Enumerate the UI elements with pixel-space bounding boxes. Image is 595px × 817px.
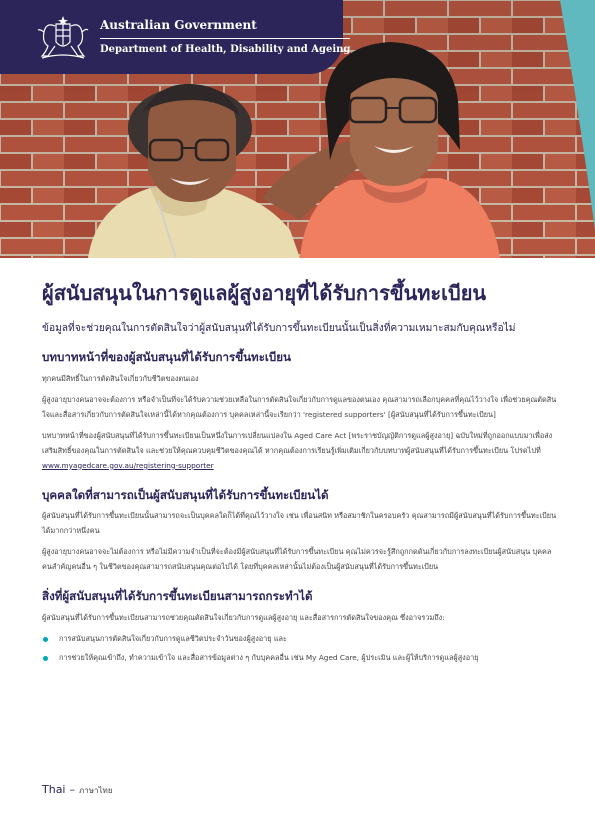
- hero-photo: [0, 0, 595, 258]
- paragraph: ผู้สนับสนุนที่ได้รับการขึ้นทะเบียนนั้นสามารถจะเป็นบุคคลใดก็ได้ที่คุณไว้วางใจ เช่น เพื่อนสนิท หรือสมาชิกในครอบครัว คุณสามารถมีผู้สนับสนุนที่ได้รับการขึ้นทะเบียนได้มากกว่าหนึ่งคน: [42, 511, 557, 536]
- list-item-text: การช่วยให้คุณเข้าถึง, ทำความเข้าใจ และสื่อสารข้อมูลต่าง ๆ กับบุคคลอื่น เช่น My Aged Care, ผู้ประเมิน และผู้ให้บริการดูแลผู้สูงอายุ: [59, 652, 479, 662]
- section-heading-who-can-be: บุคคลใดที่สามารถเป็นผู้สนับสนุนที่ได้รับการขึ้นทะเบียนได้: [42, 487, 329, 502]
- section-heading-role: บทบาทหน้าที่ของผู้สนับสนุนที่ได้รับการขึ้นทะเบียน: [42, 350, 291, 365]
- footer-language: Thai: [42, 783, 66, 796]
- footer-dash: –: [69, 783, 75, 796]
- myagedcare-link[interactable]: www.myagedcare.gov.au/registering-supporter: [42, 460, 214, 470]
- footer-native-language: ภาษาไทย: [79, 786, 113, 795]
- paragraph-text: บทบาทหน้าที่ของผู้สนับสนุนที่ได้รับการขึ้นทะเบียนเป็นหนึ่งในการเปลี่ยนแปลงใน Aged Care Act [พระราชบัญญัติการดูแลผู้สูงอายุ] ฉบับใหม่ที่ถูกออกแบบมาเพื่อส่งเสริมสิทธิ์ของคุณในการตัดสินใจ และช่วยให้คุณควบคุมชีวิตของคุณได้ หากคุณต้องการเรียนรู้เพิ่มเติมเกี่ยวกับบทบาทผู้สนับสนุนที่ได้รับการขึ้นทะเบียน โปรดไปที่: [42, 430, 553, 455]
- paragraph: ผู้สูงอายุบางคนอาจจะต้องการ หรือจำเป็นที่จะได้รับความช่วยเหลือในการตัดสินใจเกี่ยวกับการดูแลของตนเอง คุณสามารถเลือกบุคคลที่คุณไว้วางใจ เพื่อช่วยคุณตัดสินใจและสื่อสารเกี่ยวกับการตัดสินใจเหล่านี้ได้หากคุณต้องการ บุคคลเหล่านี้จะเรียกว่า 'registered supporters' [ผู้สนับสนุนที่ได้รับการขึ้นทะเบียน]: [42, 394, 557, 419]
- paragraph: [42, 429, 557, 474]
- bullet-list: [42, 632, 557, 666]
- section-heading-what-they-can-do: สิ่งที่ผู้สนับสนุนที่ได้รับการขึ้นทะเบียนสามารถกระทำได้: [42, 589, 313, 604]
- list-item: [42, 632, 557, 647]
- page-title: ผู้สนับสนุนในการดูแลผู้สูงอายุที่ได้รับการขึ้นทะเบียน: [42, 281, 487, 305]
- paragraph: ผู้สูงอายุบางคนอาจจะไม่ต้องการ หรือไม่มีความจำเป็นที่จะต้องมีผู้สนับสนุนที่ได้รับการขึ้นทะเบียน คุณไม่ควรจะรู้สึกถูกกดดันเกี่ยวกับการลงทะเบียนผู้สนับสนุน บุคคลคนสำคัญคนอื่น ๆ ในชีวิตของคุณสามารถสนับสนุนคุณต่อไปได้ โดยที่บุคคลเหล่านั้นไม่ต้องเป็นผู้สนับสนุนที่ได้รับการขึ้นทะเบียน: [42, 547, 552, 572]
- list-item: [42, 651, 557, 666]
- government-banner: [0, 0, 351, 74]
- document-body: [42, 270, 557, 666]
- language-footer: [42, 783, 113, 797]
- page-subtitle: ข้อมูลที่จะช่วยคุณในการตัดสินใจว่าผู้สนับสนุนที่ได้รับการขึ้นทะเบียนนั้นเป็นสิ่งที่ความเหมาะสมกับคุณหรือไม่: [42, 323, 516, 334]
- bullet-dot-icon: [43, 637, 48, 642]
- department-name: Department of Health, Disability and Ageing: [100, 43, 351, 55]
- government-name: Australian Government: [100, 19, 350, 38]
- paragraph: ผู้สนับสนุนที่ได้รับการขึ้นทะเบียนสามารถช่วยคุณตัดสินใจเกี่ยวกับการดูแลผู้สูงอายุ และสื่อสารการตัดสินใจของคุณ ซึ่งอาจรวมถึง:: [42, 612, 445, 622]
- bullet-dot-icon: [43, 656, 48, 661]
- list-item-text: การสนับสนุนการตัดสินใจเกี่ยวกับการดูแลชีวิตประจำวันของผู้สูงอายุ และ: [59, 633, 287, 643]
- paragraph: ทุกคนมีสิทธิ์ในการตัดสินใจเกี่ยวกับชีวิตของตนเอง: [42, 373, 199, 383]
- australian-coat-of-arms-icon: [34, 12, 92, 62]
